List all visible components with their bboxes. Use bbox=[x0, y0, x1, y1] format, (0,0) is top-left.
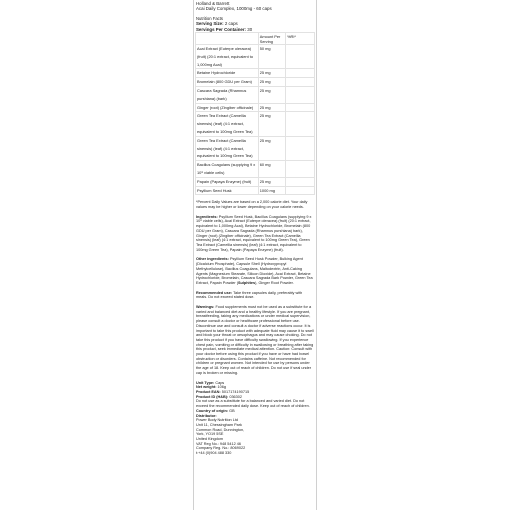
amount-cell: 25 mg bbox=[258, 112, 285, 136]
detail-label: Product ID (H&B): bbox=[196, 394, 229, 399]
ri-cell bbox=[286, 78, 315, 87]
ingredient-cell: Psyllium Seed Husk bbox=[196, 186, 259, 195]
ri-cell bbox=[286, 186, 315, 195]
origin-label: Country of origin: bbox=[196, 408, 229, 413]
nutrition-table bbox=[195, 32, 315, 195]
ingredients-section bbox=[196, 215, 314, 253]
ingredient-cell: Cascara Sagrada (Rhamnus purshiana) (bark) bbox=[196, 87, 259, 104]
table-row bbox=[196, 45, 315, 69]
distributor-line: Common Road, Dunnington, bbox=[196, 427, 245, 432]
ri-cell bbox=[286, 161, 315, 178]
ingredient-cell: Papain (Papaya Enzyme) (fruit) bbox=[196, 177, 259, 186]
ingredient-cell: Acai Extract (Euterpe oleracea) (fruit) (20:1 extract, equivalent to 1,000mg Acai) bbox=[196, 45, 259, 69]
table-row bbox=[196, 69, 315, 78]
ri-cell bbox=[286, 45, 315, 69]
header-cell: %RI* bbox=[286, 33, 315, 45]
detail-label: Unit Type: bbox=[196, 380, 215, 385]
brand-name: Holland & Barrett bbox=[196, 1, 230, 6]
other-ingredients-text: Psyllium Seed Husk Powder, Bulking Agent (Dicalcium Phosphate), Capsule Shell (Hydroxypropyl Methylcellulose), Bacillus Coagulans, Maltodextrin, Anti-Caking Agents (Magnesium Stearate, Silicon Dioxide), Acai Extract, Betaine Hydrochloride, Bromelain, Cascara Sagrada Bark Powder, Green Tea Extract, Papain Powder ( bbox=[196, 257, 313, 285]
header-cell: Amount Per Serving bbox=[258, 33, 285, 45]
recommended-use-text: Take three capsules daily, preferably with meals. Do not exceed stated dose. bbox=[196, 290, 303, 300]
amount-cell: 25 mg bbox=[258, 177, 285, 186]
ingredients-label: Ingredients: bbox=[196, 214, 218, 219]
product-title: Acai Daily Complex, 1000mg - 60 caps bbox=[196, 6, 272, 12]
other-ingredients-text-end: ), Ginger Root Powder. bbox=[255, 280, 294, 285]
header-cell bbox=[196, 33, 259, 45]
ingredient-cell: Betaine Hydrochloride bbox=[196, 69, 259, 78]
label-body bbox=[194, 200, 316, 455]
ri-cell bbox=[286, 177, 315, 186]
table-row bbox=[196, 186, 315, 195]
amount-cell: 60 mg bbox=[258, 161, 285, 178]
recommended-use-label: Recommended use: bbox=[196, 290, 233, 295]
warnings-label: Warnings: bbox=[196, 305, 215, 310]
table-header-row bbox=[196, 33, 315, 45]
origin-value: GB bbox=[228, 408, 235, 413]
table-row bbox=[196, 103, 315, 112]
detail-label: Product EAN: bbox=[196, 389, 221, 394]
serving-size-label: Serving Size: bbox=[196, 21, 224, 27]
servings-label: Servings Per Container: bbox=[196, 26, 247, 32]
distributor-line: Power Body Nutrition Ltd bbox=[196, 418, 238, 423]
ri-cell bbox=[286, 103, 315, 112]
distributor-line: United Kingdom bbox=[196, 437, 224, 442]
table-row bbox=[196, 136, 315, 160]
ri-cell bbox=[286, 112, 315, 136]
product-header bbox=[194, 0, 316, 32]
amount-cell: 1000 mg bbox=[258, 186, 285, 195]
ingredient-cell: Green Tea Extract (Camellia sinensis) (leaf) (4:1 extract, equivalent to 100mg Green Tea) bbox=[196, 136, 259, 160]
ri-cell bbox=[286, 69, 315, 78]
amount-cell: 25 mg bbox=[258, 136, 285, 160]
distributor-line: VAT Reg No.: 948 5412 46 bbox=[196, 441, 241, 446]
distributor-line: Company Reg. No.: 8069022 bbox=[196, 446, 246, 451]
ingredient-cell: Bacillus Coagulans (supplying 9 x 10⁸ viable cells) bbox=[196, 161, 259, 178]
recommended-use-section bbox=[196, 291, 314, 300]
detail-value: 036302 bbox=[228, 394, 243, 399]
storage-text: Do not use as a substitute for a balanced and varied diet. Do not exceed the recommended daily dose. Keep out of reach of children. bbox=[196, 399, 310, 409]
amount-cell: 50 mg bbox=[258, 45, 285, 69]
detail-value: 106g bbox=[216, 385, 226, 390]
allergen-sulphites: Sulphites bbox=[238, 280, 256, 285]
amount-cell: 25 mg bbox=[258, 78, 285, 87]
table-row bbox=[196, 177, 315, 186]
amount-cell: 25 mg bbox=[258, 69, 285, 78]
ingredient-cell: Green Tea Extract (Camellia sinensis) (leaf) (4:1 extract, equivalent to 100mg Green Tea) bbox=[196, 112, 259, 136]
other-ingredients-section bbox=[196, 257, 314, 285]
ri-cell bbox=[286, 136, 315, 160]
product-details bbox=[196, 381, 314, 456]
distributor-line: York, YO19 5SE bbox=[196, 432, 224, 437]
warnings-section bbox=[196, 305, 314, 376]
ingredient-cell: Ginger (root) (Zingiber officinale) bbox=[196, 103, 259, 112]
warnings-text: Food supplements must not be used as a substitute for a varied and balanced diet and a healthy lifestyle. If you are pregnant, breastfeeding, taking any medications or under medical supervision, please consult a doctor or healthcare professional before use. Discontinue use and consult a doctor if adverse reactions occur. It is important to take this product with adequate fluid may cause it to swell and block your throat or oesophagus and may cause choking. Do not take this product if you have difficulty swallowing. If you experience chest pain, vomiting or difficulty in swallowing or breathing after taking this product, seek immediate medical attention. Caution: Consult with your doctor before using this product if you have or have had bowel obstruction or disorders. Contains caffeine. Not recommended for children or pregnant women. Not intended for use by persons under the age of 18. Keep out of reach of children. Do not use if seal under cap is broken or missing. bbox=[196, 305, 314, 375]
ingredients-text: Psyllium Seed Husk, Bacillus Coagulans (supplying 9 x 10⁸ viable cells), Acai Extract (Euterpe oleracea) (fruit) (20:1 extract, equivalent to 1,000mg Acai), Betaine Hydrochloride, Bromelain (800 GDU per Gram), Cascara Sagrada (Rhamnus purshiana) bark), Ginger (root) (Zingiber officinale), Green Tea Extract (Camellia sinensis) (leaf) (4:1 extract, equivalent to 100mg Green Tea), Green Tea Extract (Camellia sinensis) (leaf) (4:1 extract, equivalent to 100mg Green Tea), Papain (Papaya Enzyme) (fruit). bbox=[196, 214, 312, 252]
detail-value: Caps bbox=[214, 380, 225, 385]
table-row bbox=[196, 112, 315, 136]
ingredient-cell: Bromelain (800 GDU per Gram) bbox=[196, 78, 259, 87]
facts-title: Nutrition Facts bbox=[196, 15, 223, 21]
ri-cell bbox=[286, 87, 315, 104]
amount-cell: 25 mg bbox=[258, 103, 285, 112]
table-row bbox=[196, 78, 315, 87]
amount-cell: 25 mg bbox=[258, 87, 285, 104]
serving-size-value: 2 caps bbox=[224, 21, 238, 27]
distributor-heading: Distributor: bbox=[196, 413, 217, 418]
daily-value-footnote: *Percent Daily Values are based on a 2,000 calorie diet. Your daily values may be higher or lower depending on your calorie needs. bbox=[196, 200, 308, 210]
product-document bbox=[193, 0, 317, 510]
servings-value: 30 bbox=[247, 26, 253, 32]
distributor-line: Unit 11, Chessingham Park bbox=[196, 422, 242, 427]
other-ingredients-label: Other ingredients: bbox=[196, 257, 229, 262]
detail-value: 5017174190715 bbox=[220, 389, 250, 394]
table-row bbox=[196, 161, 315, 178]
table-row bbox=[196, 87, 315, 104]
distributor-line: t:+44 (0)904 488 330 bbox=[196, 451, 232, 456]
detail-label: Net weight: bbox=[196, 385, 217, 390]
